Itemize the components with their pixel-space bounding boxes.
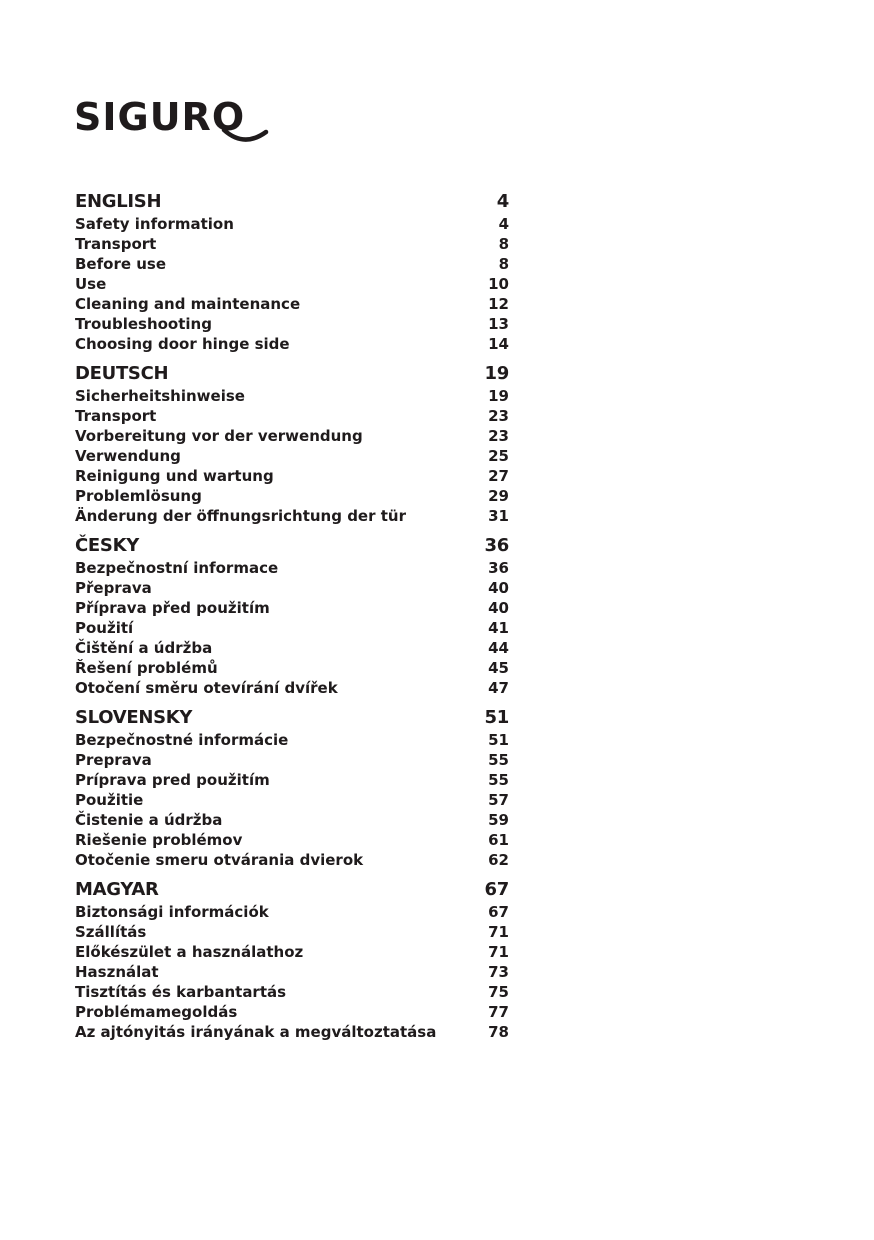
toc-entry[interactable] <box>75 922 509 942</box>
toc-entry[interactable] <box>75 942 509 962</box>
toc-entry-label: Bezpečnostné informácie <box>75 731 289 749</box>
toc-entry-label: Transport <box>75 235 157 253</box>
toc-entry-page: 55 <box>488 771 509 789</box>
toc-entry[interactable] <box>75 1022 509 1042</box>
toc-entry-label: Use <box>75 275 107 293</box>
toc-entry-page: 55 <box>488 751 509 769</box>
toc-entry-label: Cleaning and maintenance <box>75 295 301 313</box>
toc-entry-label: Příprava před použitím <box>75 599 270 617</box>
toc-entry-page: 27 <box>488 467 509 485</box>
toc-entry-page: 8 <box>498 235 509 253</box>
toc-section-heading[interactable] <box>75 706 509 730</box>
section-page-number: 36 <box>484 535 509 556</box>
toc-entry-label: Čištění a údržba <box>75 639 213 657</box>
toc-entry-label: Biztonsági információk <box>75 903 269 921</box>
toc-entry-label: Tisztítás és karbantartás <box>75 983 287 1001</box>
toc-entry-page: 23 <box>488 427 509 445</box>
toc-entry[interactable] <box>75 334 509 354</box>
toc-entry[interactable] <box>75 810 509 830</box>
toc-entry-label: Problemlösung <box>75 487 202 505</box>
toc-entry-page: 45 <box>488 659 509 677</box>
toc-entry[interactable] <box>75 234 509 254</box>
toc-entry-page: 77 <box>488 1003 509 1021</box>
toc-entry[interactable] <box>75 790 509 810</box>
toc-entry-page: 23 <box>488 407 509 425</box>
toc-entry-label: Otočení směru otevírání dvířek <box>75 679 338 697</box>
toc-entry[interactable] <box>75 1002 509 1022</box>
toc-entry[interactable] <box>75 658 509 678</box>
toc-entry-page: 13 <box>488 315 509 333</box>
toc-entry-label: Riešenie problémov <box>75 831 243 849</box>
toc-entry[interactable] <box>75 598 509 618</box>
toc-entry-label: Vorbereitung vor der verwendung <box>75 427 363 445</box>
section-page-number: 4 <box>496 191 509 212</box>
toc-entry[interactable] <box>75 730 509 750</box>
toc-entry-label: Verwendung <box>75 447 181 465</box>
section-page-number: 51 <box>484 707 509 728</box>
toc-entry-label: Bezpečnostní informace <box>75 559 279 577</box>
toc-section-heading[interactable] <box>75 534 509 558</box>
toc-entry-page: 75 <box>488 983 509 1001</box>
toc-entry-page: 51 <box>488 731 509 749</box>
toc-entry[interactable] <box>75 446 509 466</box>
toc-section <box>75 878 509 1042</box>
toc-entry[interactable] <box>75 770 509 790</box>
toc-entry-page: 41 <box>488 619 509 637</box>
toc-section-heading[interactable] <box>75 878 509 902</box>
toc-entry-label: Safety information <box>75 215 234 233</box>
toc-entry-label: Transport <box>75 407 157 425</box>
toc-entry[interactable] <box>75 466 509 486</box>
toc-entry[interactable] <box>75 678 509 698</box>
toc-entry[interactable] <box>75 750 509 770</box>
toc-entry-label: Troubleshooting <box>75 315 212 333</box>
toc-entry-label: Szállítás <box>75 923 147 941</box>
toc-entry-label: Príprava pred použitím <box>75 771 270 789</box>
toc-entry-label: Problémamegoldás <box>75 1003 238 1021</box>
toc-entry-page: 78 <box>488 1023 509 1041</box>
toc-entry-page: 36 <box>488 559 509 577</box>
toc-entry[interactable] <box>75 214 509 234</box>
toc-entry-page: 61 <box>488 831 509 849</box>
toc-entry-page: 71 <box>488 923 509 941</box>
toc-entry-page: 62 <box>488 851 509 869</box>
toc-entry-label: Before use <box>75 255 167 273</box>
toc-entry[interactable] <box>75 426 509 446</box>
toc-entry-label: Použití <box>75 619 134 637</box>
toc-entry-label: Sicherheitshinweise <box>75 387 245 405</box>
toc-entry[interactable] <box>75 902 509 922</box>
logo-swoosh-icon <box>74 96 274 148</box>
toc-entry[interactable] <box>75 638 509 658</box>
toc-entry[interactable] <box>75 830 509 850</box>
toc-entry-page: 14 <box>488 335 509 353</box>
toc-entry[interactable] <box>75 386 509 406</box>
section-title: SLOVENSKY <box>75 707 193 728</box>
section-page-number: 19 <box>484 363 509 384</box>
toc-entry[interactable] <box>75 506 509 526</box>
toc-entry-label: Használat <box>75 963 159 981</box>
toc-entry[interactable] <box>75 578 509 598</box>
toc-entry-label: Előkészület a használathoz <box>75 943 304 961</box>
brand-logo-text: SIGURO <box>74 95 246 139</box>
toc-entry[interactable] <box>75 850 509 870</box>
toc-entry-label: Reinigung und wartung <box>75 467 274 485</box>
toc-entry-page: 10 <box>488 275 509 293</box>
toc-entry-page: 73 <box>488 963 509 981</box>
toc-entry-page: 59 <box>488 811 509 829</box>
toc-entry[interactable] <box>75 486 509 506</box>
toc-entry[interactable] <box>75 962 509 982</box>
toc-section <box>75 362 509 526</box>
toc-entry-page: 71 <box>488 943 509 961</box>
toc-entry-label: Řešení problémů <box>75 659 218 677</box>
toc-entry-page: 40 <box>488 579 509 597</box>
section-page-number: 67 <box>484 879 509 900</box>
toc-section <box>75 534 509 698</box>
toc-entry-page: 47 <box>488 679 509 697</box>
toc-section-heading[interactable] <box>75 362 509 386</box>
toc-entry-page: 4 <box>498 215 509 233</box>
table-of-contents <box>75 190 509 1050</box>
section-title: DEUTSCH <box>75 363 169 384</box>
toc-entry[interactable] <box>75 314 509 334</box>
brand-logo <box>74 96 274 148</box>
toc-entry-label: Choosing door hinge side <box>75 335 290 353</box>
toc-entry-page: 8 <box>498 255 509 273</box>
toc-entry-label: Přeprava <box>75 579 152 597</box>
toc-entry[interactable] <box>75 618 509 638</box>
toc-section <box>75 706 509 870</box>
toc-entry-page: 57 <box>488 791 509 809</box>
toc-entry[interactable] <box>75 254 509 274</box>
toc-entry[interactable] <box>75 406 509 426</box>
toc-entry[interactable] <box>75 274 509 294</box>
toc-entry-page: 19 <box>488 387 509 405</box>
section-title: ČESKY <box>75 535 139 556</box>
section-title: ENGLISH <box>75 191 162 212</box>
toc-entry-label: Az ajtónyitás irányának a megváltoztatása <box>75 1023 437 1041</box>
toc-entry-label: Otočenie smeru otvárania dvierok <box>75 851 364 869</box>
toc-entry-label: Preprava <box>75 751 152 769</box>
toc-entry-page: 12 <box>488 295 509 313</box>
toc-entry[interactable] <box>75 982 509 1002</box>
toc-entry[interactable] <box>75 558 509 578</box>
toc-entry-label: Čistenie a údržba <box>75 811 223 829</box>
toc-entry-page: 67 <box>488 903 509 921</box>
toc-entry-page: 29 <box>488 487 509 505</box>
toc-entry-label: Änderung der öffnungsrichtung der tür <box>75 507 406 525</box>
toc-entry[interactable] <box>75 294 509 314</box>
toc-entry-page: 44 <box>488 639 509 657</box>
toc-section-heading[interactable] <box>75 190 509 214</box>
toc-entry-page: 25 <box>488 447 509 465</box>
section-title: MAGYAR <box>75 879 159 900</box>
toc-entry-page: 40 <box>488 599 509 617</box>
toc-entry-page: 31 <box>488 507 509 525</box>
toc-entry-label: Použitie <box>75 791 144 809</box>
toc-section <box>75 190 509 354</box>
